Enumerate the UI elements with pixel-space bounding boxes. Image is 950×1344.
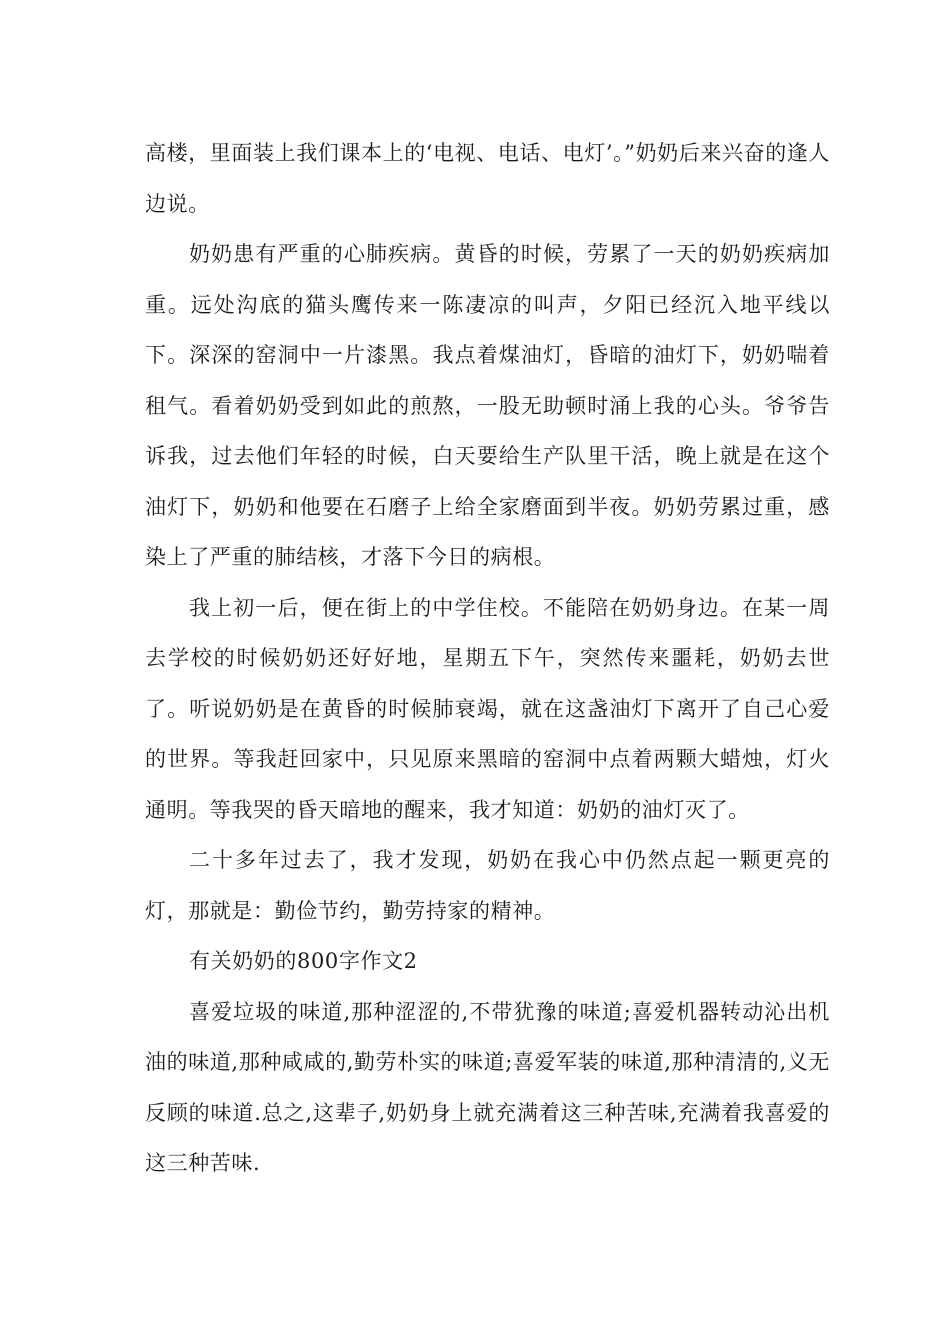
paragraph-reflection: 二十多年过去了，我才发现，奶奶在我心中仍然点起一颗更亮的灯，那就是：勤俭节约，勤劳持家的精神。 — [145, 848, 830, 923]
document-page — [145, 128, 830, 1189]
paragraph-continued: 高楼，里面装上我们课本上的‘电视、电话、电灯’。”奶奶后来兴奋的逢人边说。 — [145, 141, 830, 216]
essay-heading: 有关奶奶的800字作文2 — [189, 949, 418, 973]
paragraph-illness: 奶奶患有严重的心肺疾病。黄昏的时候，劳累了一天的奶奶疾病加重。远处沟底的猫头鹰传来一陈凄凉的叫声，夕阳已经沉入地平线以下。深深的窑洞中一片漆黑。我点着煤油灯，昏暗的油灯下，奶奶喘着租气。看着奶奶受到如此的煎熬，一股无助顿时涌上我的心头。爷爷告诉我，过去他们年轻的时候，白天要给生产队里干活，晚上就是在这个油灯下，奶奶和他要在石磨子上给全家磨面到半夜。奶奶劳累过重，感染上了严重的肺结核，才落下今日的病根。 — [145, 242, 830, 569]
paragraph-smells: 喜爱垃圾的味道,那种涩涩的,不带犹豫的味道;喜爱机器转动沁出机油的味道,那种咸咸的,勤劳朴实的味道;喜爱军装的味道,那种清清的,义无反顾的味道.总之,这辈子,奶奶身上就充满着这三种苦味,充满着我喜爱的这三种苦味. — [145, 999, 830, 1175]
paragraph-passing: 我上初一后，便在街上的中学住校。不能陪在奶奶身边。在某一周去学校的时候奶奶还好好地，星期五下午，突然传来噩耗，奶奶去世了。听说奶奶是在黄昏的时候肺衰竭，就在这盏油灯下离开了自己心爱的世界。等我赶回家中，只见原来黑暗的窑洞中点着两颗大蜡烛，灯火通明。等我哭的昏天暗地的醒来，我才知道：奶奶的油灯灭了。 — [145, 595, 830, 822]
